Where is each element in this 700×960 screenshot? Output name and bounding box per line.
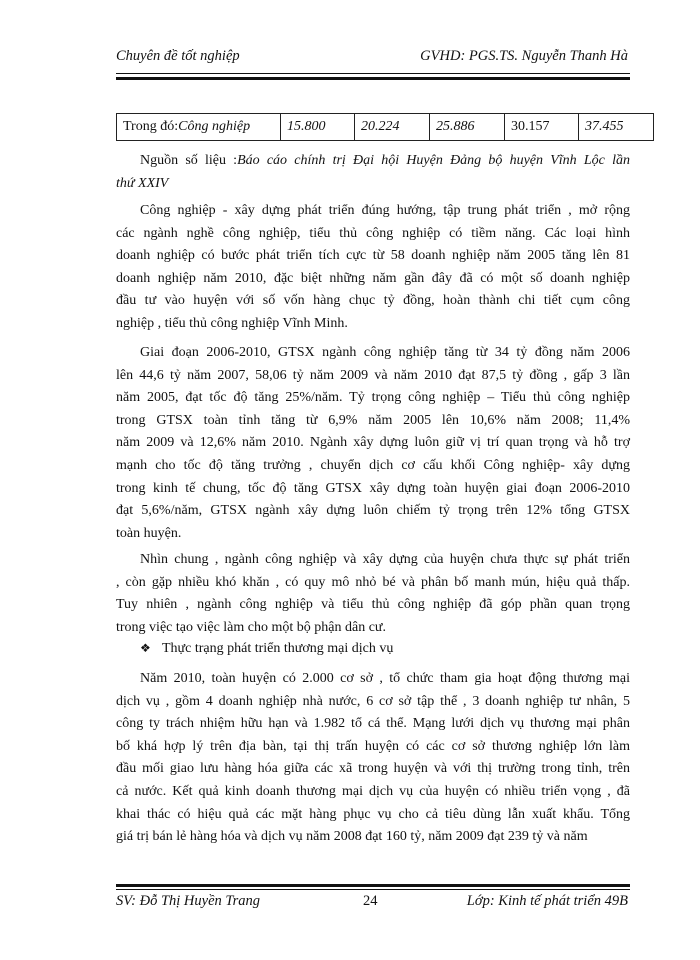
paragraph-line: công ty trách nhiệm hữu hạn và 1.982 tổ cá thể. Mạng lưới dịch vụ thương mại phân xyxy=(116,716,630,732)
footer-rule-thin xyxy=(116,889,630,890)
table-label-prefix: Trong đó: xyxy=(123,119,179,134)
paragraph-trade-services xyxy=(116,668,630,849)
header-title: Chuyên đề tốt nghiệp xyxy=(116,48,240,64)
header-rule-thin xyxy=(116,73,630,74)
paragraph-line: toàn huyện. xyxy=(116,525,182,541)
page-footer xyxy=(116,893,628,915)
paragraph-line: cả nước. Kết quả kinh doanh thương mại dịch vụ của huyện có nhiều triển vọng , đã xyxy=(116,783,630,799)
table-row xyxy=(117,114,654,141)
section-heading-trade xyxy=(140,641,393,657)
paragraph-line: đầu mối giao lưu hàng hóa giữa các xã trong huyện và với thị trường trong tỉnh, trên xyxy=(116,761,630,777)
paragraph-line: Năm 2010, toàn huyện có 2.000 cơ sở , tổ chức tham gia hoạt động thương mại xyxy=(140,671,630,686)
paragraph-line: , còn gặp nhiều khó khăn , có quy mô nhỏ bé và phân bố manh mún, hiệu quả thấp. xyxy=(116,574,630,590)
paragraph-industry-development xyxy=(116,200,630,336)
source-note xyxy=(116,150,630,195)
industry-table xyxy=(116,113,654,141)
table-cell: 25.886 xyxy=(430,114,505,141)
table-label-sector: Công nghiệp xyxy=(178,119,251,134)
paragraph-line: trong việc tạo việc làm cho một bộ phận dân cư. xyxy=(116,619,387,635)
table-cell-label xyxy=(117,114,281,141)
table-cell: 37.455 xyxy=(579,114,654,141)
page-number: 24 xyxy=(363,893,378,909)
diamond-bullet-icon: ❖ xyxy=(140,641,151,655)
footer-class: Lớp: Kinh tế phát triển 49B xyxy=(466,893,628,909)
paragraph-line: bố khá hợp lý trên địa bàn, tại thị trấn huyện có các cơ sở thương nghiệp lớn làm xyxy=(116,738,630,754)
table-cell: 30.157 xyxy=(505,114,579,141)
paragraph-line: trong kinh tế chung, tốc độ tăng GTSX xây dựng toàn huyện giai đoạn 2006-2010 xyxy=(116,480,630,496)
paragraph-line: các ngành nghề công nghiệp, tiểu thủ công nghiệp có tiềm năng. Các loại hình xyxy=(116,225,630,241)
table-cell: 15.800 xyxy=(281,114,355,141)
header-supervisor: GVHD: PGS.TS. Nguyễn Thanh Hà xyxy=(420,48,628,64)
paragraph-line: lên 44,6 tỷ năm 2007, 58,06 tỷ năm 2009 và năm 2010 đạt 87,5 tỷ đồng , gấp 3 lần xyxy=(116,367,630,383)
source-prefix: Nguồn số liệu : xyxy=(140,153,238,168)
page-header xyxy=(116,48,628,70)
paragraph-line: đạt 5,6%/năm, GTSX ngành xây dựng luôn chiếm tỷ trọng trên 12% tổng GTSX xyxy=(116,503,630,519)
source-title-line-2: thứ XXIV xyxy=(116,175,169,191)
paragraph-line: năm 2005, đạt tốc độ tăng 25%/năm. Tỷ trọng công nghiệp – Tiểu thủ công nghiệp xyxy=(116,390,630,406)
paragraph-overview xyxy=(116,549,630,639)
paragraph-line: đầu tư vào huyện với số vốn hàng chục tỷ đồng, hoàn thành chi tiết cụm công xyxy=(116,293,630,309)
paragraph-line: doanh nghiệp năm 2010, đặc biệt những năm gần đây đã có một số doanh nghiệp xyxy=(116,270,630,286)
header-rule-thick xyxy=(116,77,630,80)
paragraph-industry-growth xyxy=(116,342,630,545)
paragraph-line: giá trị bán lẻ hàng hóa và dịch vụ năm 2008 đạt 160 tỷ, năm 2009 đạt 239 tỷ và năm xyxy=(116,829,588,845)
paragraph-line: doanh nghiệp có bước phát triển tích cực từ 58 doanh nghiệp năm 2005 tăng lên 81 xyxy=(116,248,630,264)
paragraph-line: năm 2009 và 12,6% năm 2010. Ngành xây dựng luôn giữ vị trí quan trọng và hỗ trợ xyxy=(116,435,630,451)
paragraph-line: Tuy nhiên , ngành công nghiệp và tiểu thủ công nghiệp đã góp phần quan trọng xyxy=(116,597,630,613)
paragraph-line: trong GTSX toàn tỉnh tăng từ 6,9% năm 2005 lên 10,6% năm 2008; 11,4% xyxy=(116,412,630,428)
paragraph-line: mạnh cho tốc độ tăng trưởng , chuyển dịch cơ cấu khối Công nghiệp- xây dựng xyxy=(116,457,630,473)
section-heading-text: Thực trạng phát triển thương mại dịch vụ xyxy=(162,641,394,656)
table-cell: 20.224 xyxy=(355,114,430,141)
paragraph-line: Công nghiệp - xây dựng phát triển đúng hướng, tập trung phát triển , mở rộng xyxy=(140,203,630,218)
footer-student: SV: Đỗ Thị Huyền Trang xyxy=(116,893,261,909)
paragraph-line: dịch vụ , gồm 4 doanh nghiệp nhà nước, 6 cơ sở tập thể , 3 doanh nghiệp tư nhân, 5 xyxy=(116,693,630,709)
footer-rule-thick xyxy=(116,884,630,887)
source-title-line-1: Báo cáo chính trị Đại hội Huyện Đảng bộ huyện Vĩnh Lộc lần xyxy=(237,153,630,168)
paragraph-line: Nhìn chung , ngành công nghiệp và xây dựng của huyện chưa thực sự phát triển xyxy=(140,552,630,567)
paragraph-line: nghiệp , tiểu thủ công nghiệp Vĩnh Minh. xyxy=(116,315,348,331)
paragraph-line: Giai đoạn 2006-2010, GTSX ngành công nghiệp tăng từ 34 tỷ đồng năm 2006 xyxy=(140,345,630,360)
paragraph-line: khai thác có hiệu quả các mặt hàng phục vụ cho cả tiêu dùng lẫn xuất khẩu. Tổng xyxy=(116,806,630,822)
